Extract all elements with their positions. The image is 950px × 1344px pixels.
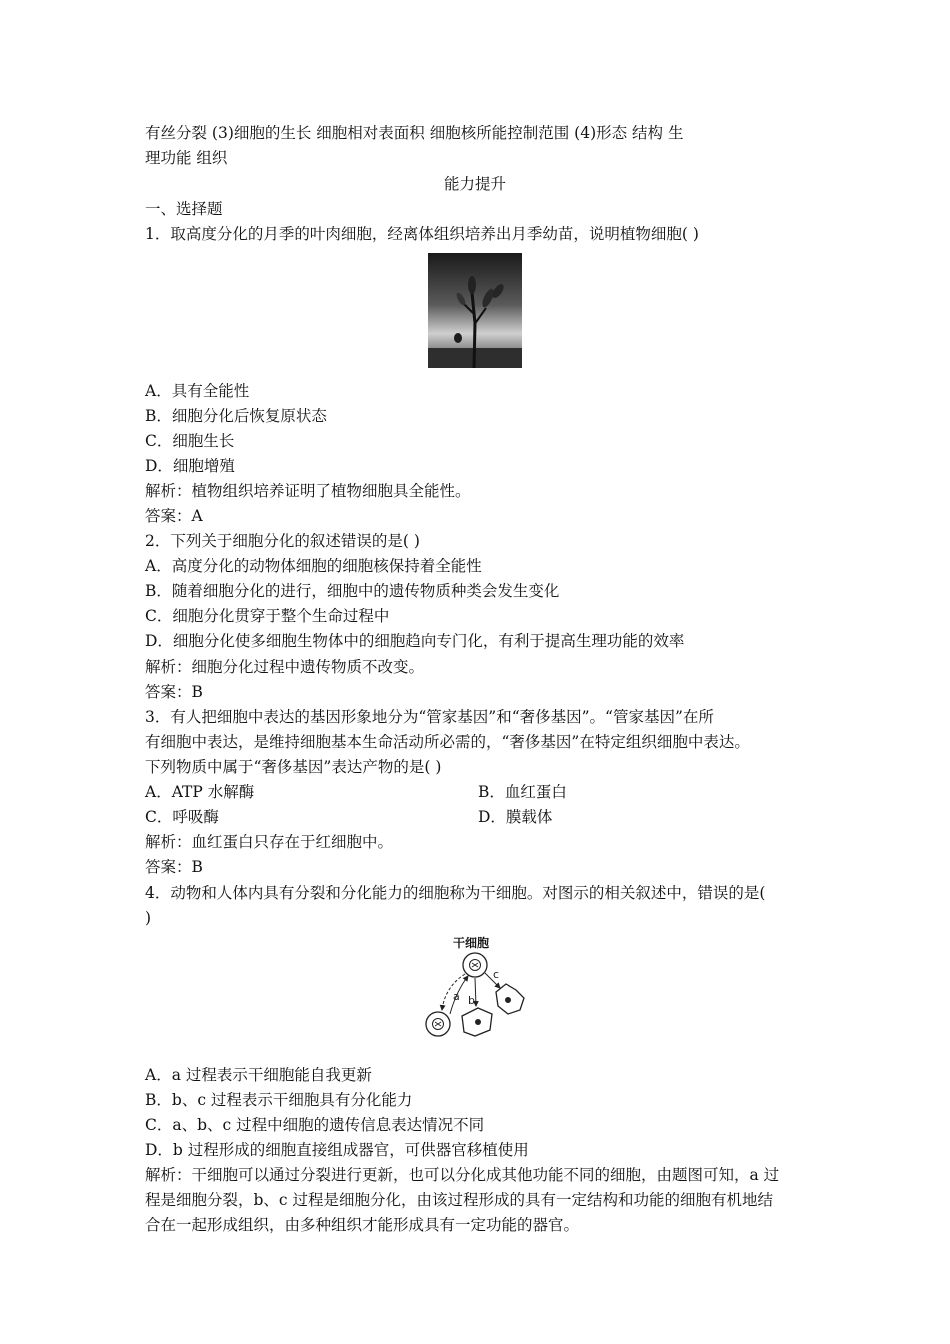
q1-option-a: A．具有全能性 (145, 382, 250, 400)
q1-option-d: D．细胞增殖 (145, 457, 235, 475)
q4-stem-line-2: ) (145, 909, 152, 927)
q3-option-a: A．ATP 水解酶 (145, 783, 255, 801)
q4-option-a: A．a 过程表示干细胞能自我更新 (145, 1066, 372, 1084)
q1-option-c: C．细胞生长 (145, 432, 235, 450)
stem-cell-diagram (420, 932, 530, 1048)
q4-stem-line-1: 4．动物和人体内具有分裂和分化能力的细胞称为干细胞。对图示的相关叙述中，错误的是( (145, 884, 766, 902)
top-text-line-1: 有丝分裂 (3)细胞的生长 细胞相对表面积 细胞核所能控制范围 (4)形态 结构 生 (145, 124, 684, 142)
label-a: a (453, 990, 460, 1003)
q2-option-a: A．高度分化的动物体细胞的细胞核保持着全能性 (145, 557, 482, 575)
q1-analysis: 解析：植物组织培养证明了植物细胞具全能性。 (145, 482, 471, 500)
q3-stem-line-2: 有细胞中表达，是维持细胞基本生命活动所必需的，“奢侈基因”在特定组织细胞中表达。 (145, 733, 750, 751)
q2-stem: 2．下列关于细胞分化的叙述错误的是( ) (145, 532, 420, 550)
q2-option-c: C．细胞分化贯穿于整个生命过程中 (145, 607, 390, 625)
q4-analysis-line-3: 合在一起形成组织，由多种组织才能形成具有一定功能的器官。 (145, 1216, 580, 1234)
label-b: b (468, 994, 475, 1007)
section-subtitle: 一、选择题 (145, 200, 223, 218)
q3-option-c: C．呼吸酶 (145, 808, 219, 826)
q4-option-c: C．a、b、c 过程中细胞的遗传信息表达情况不同 (145, 1116, 485, 1134)
q1-answer: 答案：A (145, 507, 203, 525)
q3-answer: 答案：B (145, 858, 203, 876)
q1-option-b: B．细胞分化后恢复原状态 (145, 407, 327, 425)
q3-analysis: 解析：血红蛋白只存在于红细胞中。 (145, 833, 394, 851)
section-title: 能力提升 (443, 175, 506, 193)
q2-analysis: 解析：细胞分化过程中遗传物质不改变。 (145, 658, 425, 676)
q3-stem-line-3: 下列物质中属于“奢侈基因”表达产物的是( ) (145, 758, 442, 776)
q3-option-d: D．膜载体 (478, 808, 553, 826)
q1-stem: 1．取高度分化的月季的叶肉细胞，经离体组织培养出月季幼苗，说明植物细胞( ) (145, 225, 699, 243)
q4-analysis-line-1: 解析：干细胞可以通过分裂进行更新，也可以分化成其他功能不同的细胞，由题图可知，a 过 (145, 1166, 780, 1184)
top-text-line-2: 理功能 组织 (145, 149, 228, 167)
q4-option-b: B．b、c 过程表示干细胞具有分化能力 (145, 1091, 413, 1109)
q3-stem-line-1: 3．有人把细胞中表达的基因形象地分为“管家基因”和“奢侈基因”。“管家基因”在所 (145, 708, 714, 726)
stem-cell-diagram-title: 干细胞 (453, 936, 490, 950)
q2-option-b: B．随着细胞分化的进行，细胞中的遗传物质种类会发生变化 (145, 582, 560, 600)
label-c: c (493, 968, 500, 981)
rose-seedling-photo (428, 253, 522, 368)
q2-option-d: D．细胞分化使多细胞生物体中的细胞趋向专门化，有利于提高生理功能的效率 (145, 632, 685, 650)
q4-analysis-line-2: 程是细胞分裂，b、c 过程是细胞分化，由该过程形成的具有一定结构和功能的细胞有机地结 (145, 1191, 774, 1209)
q2-answer: 答案：B (145, 683, 203, 701)
q4-option-d: D．b 过程形成的细胞直接组成器官，可供器官移植使用 (145, 1141, 529, 1159)
q3-option-b: B．血红蛋白 (478, 783, 567, 801)
